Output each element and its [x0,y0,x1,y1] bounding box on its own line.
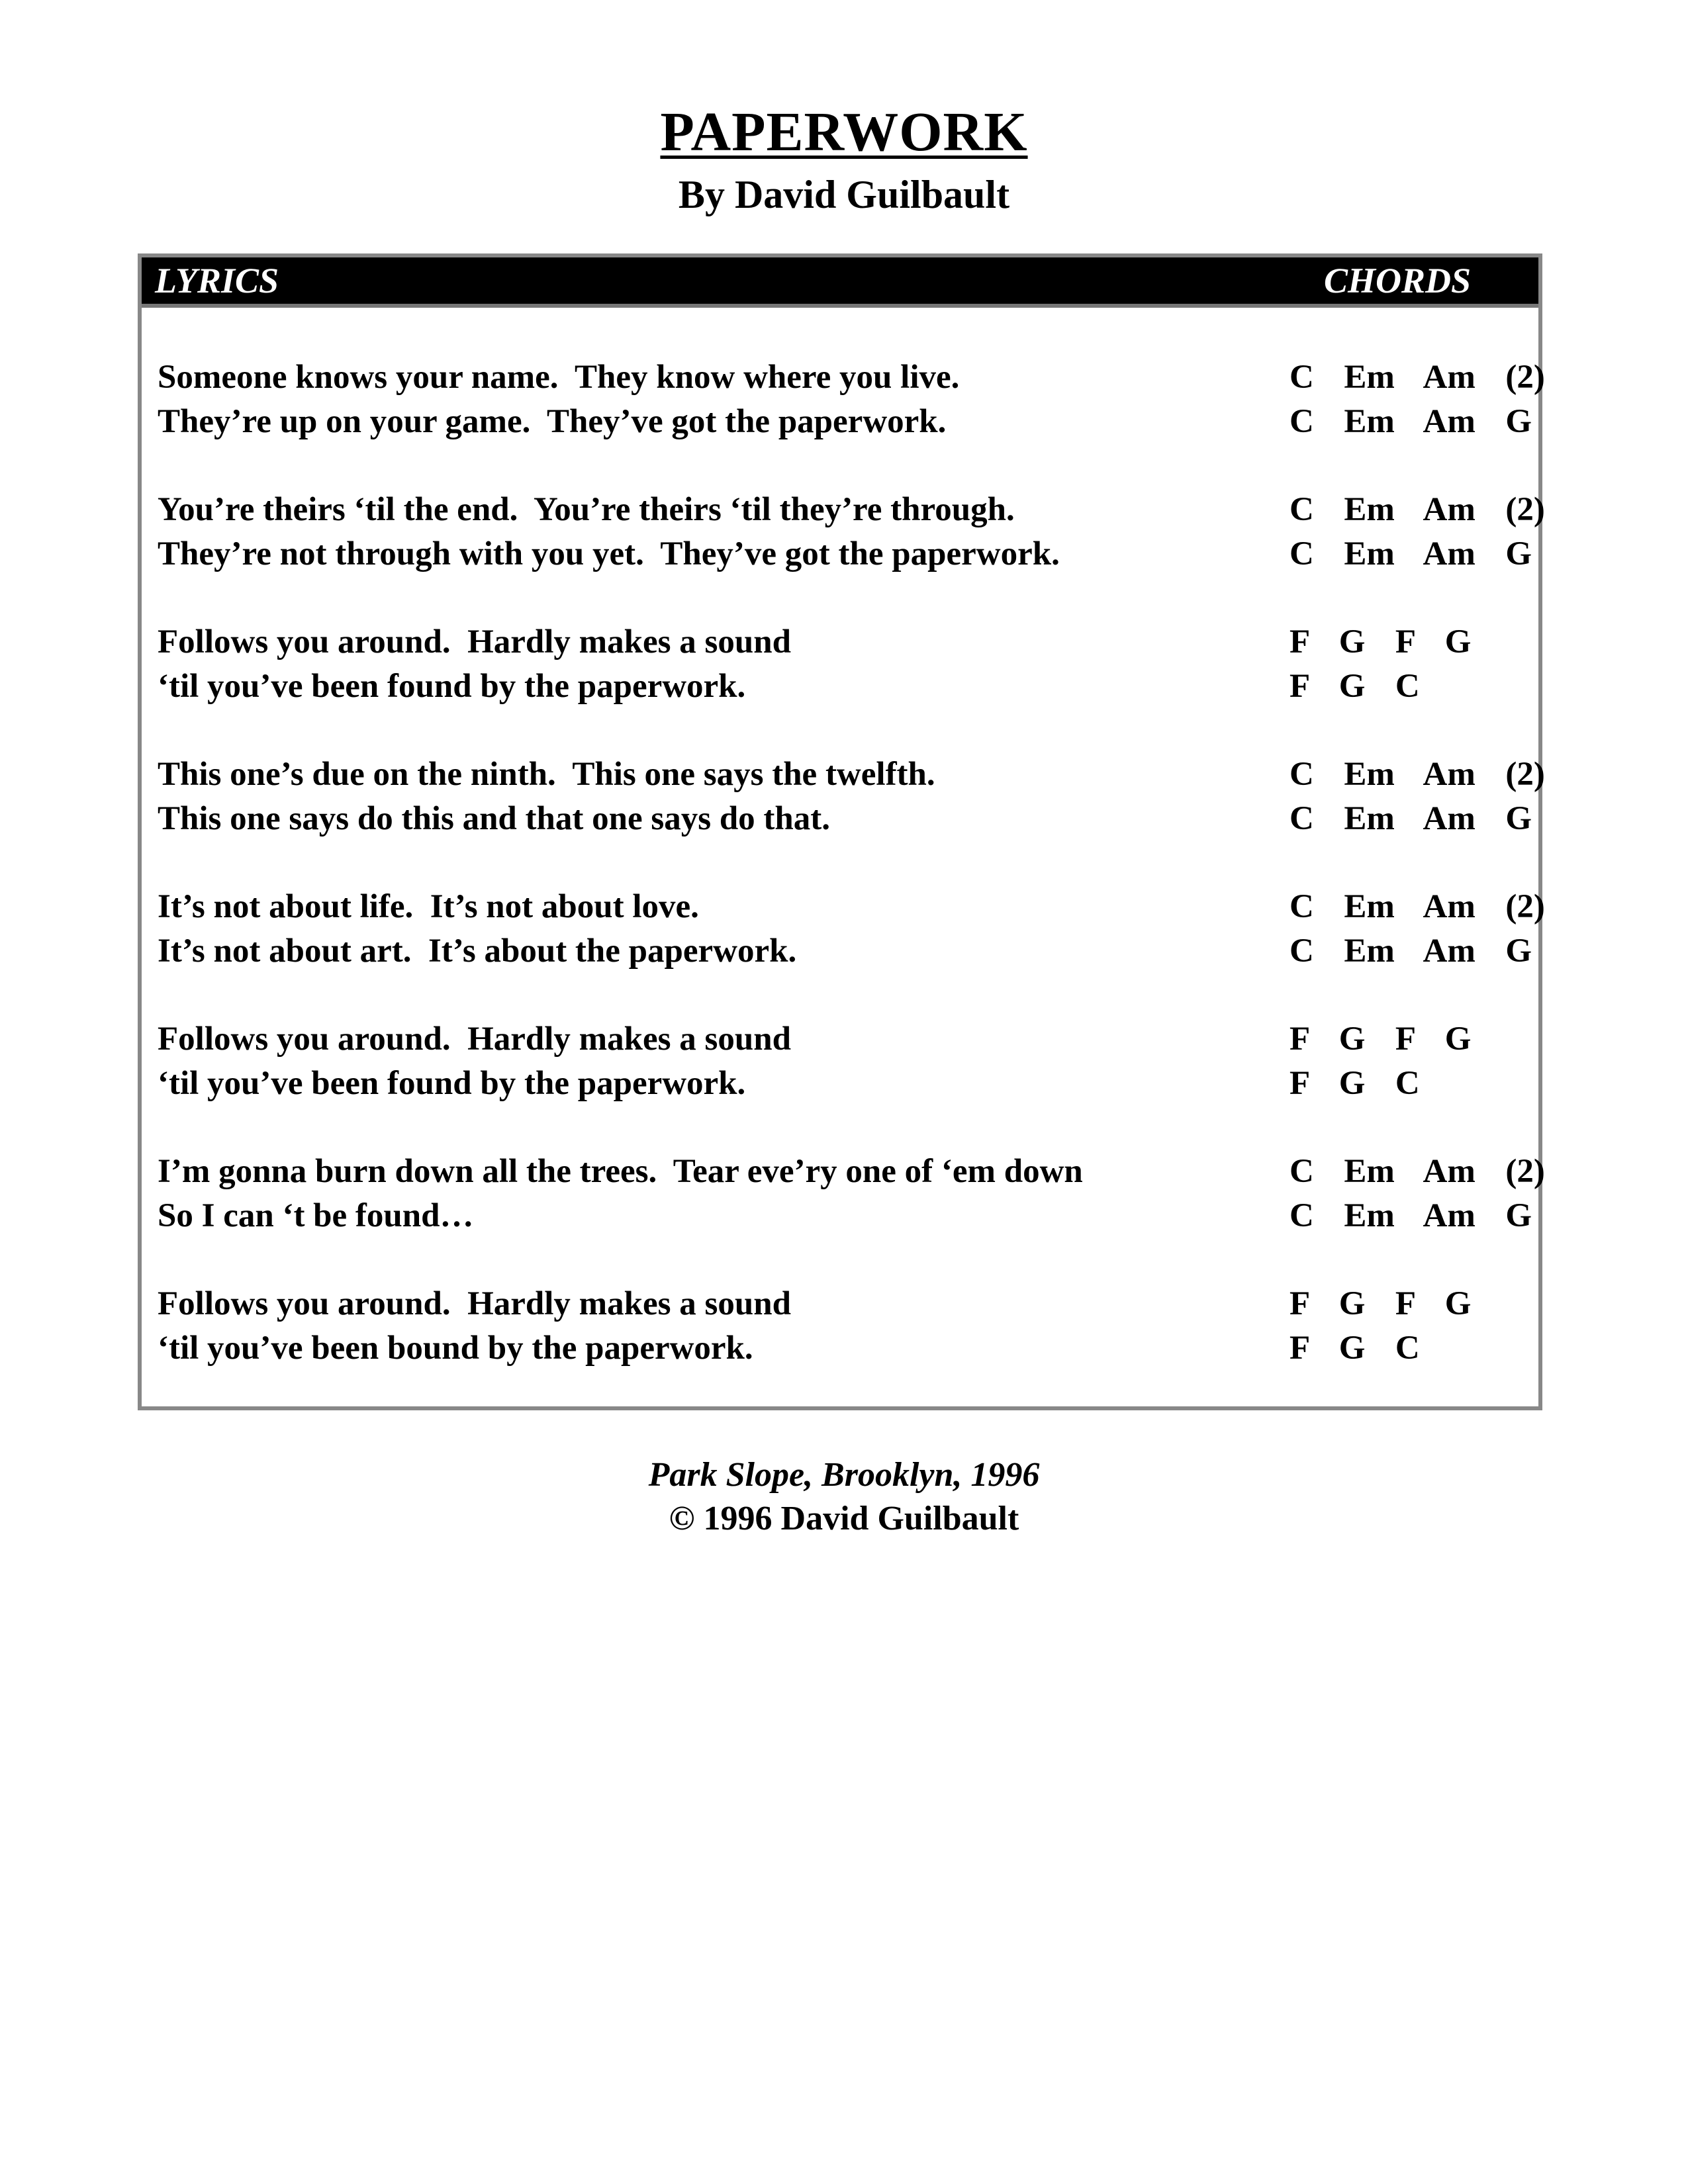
lyric-line: Follows you around. Hardly makes a sound [158,623,791,660]
song-title: PAPERWORK [660,101,1028,163]
lyric-line: Someone knows your name. They know where you live. [158,359,960,396]
stanza [158,885,1545,974]
lyric-row [158,929,1534,974]
lyric-line: So I can ‘t be found… [158,1197,474,1234]
lyric-line: ‘til you’ve been bound by the paperwork. [158,1330,753,1367]
lyric-line: This one says do this and that one says do that. [158,800,831,837]
lyric-line: They’re up on your game. They’ve got the paperwork. [158,403,947,440]
lyric-row [158,885,1545,929]
lyric-line: This one’s due on the ninth. This one says the twelfth. [158,756,935,793]
chord-line: F G C [1289,668,1420,705]
lyric-line: ‘til you’ve been found by the paperwork. [158,1065,746,1102]
lyric-row [158,1017,1534,1062]
chord-line: C Em Am (2) [1289,756,1545,793]
lyric-line: Follows you around. Hardly makes a sound [158,1285,791,1322]
lyric-line: It’s not about art. It’s about the paperwork. [158,933,797,970]
copyright-notice: © 1996 David Guilbault [669,1500,1019,1537]
chord-line: C Em Am G [1289,535,1532,572]
song-footer [0,1453,1688,1541]
stanza [158,752,1545,841]
lyric-row [158,752,1545,797]
chord-line: C Em Am G [1289,800,1532,837]
lyric-row [158,1326,1534,1371]
chord-line: C Em Am G [1289,933,1532,970]
lyrics-column-header: LYRICS [155,261,279,300]
stanza [158,488,1545,576]
chord-line: C Em Am (2) [1289,359,1545,396]
song-header [0,99,1688,221]
stanza [158,1282,1534,1371]
chord-line: F G F G [1289,1285,1472,1322]
lyric-row [158,1282,1534,1326]
lyric-line: You’re theirs ‘til the end. You’re theirs ‘til they’re through. [158,491,1015,528]
song-byline: By David Guilbault [678,173,1010,216]
chord-line: C Em Am (2) [1289,1153,1545,1190]
chord-line: C Em Am (2) [1289,491,1545,528]
stanza [158,1017,1534,1106]
chord-line: C Em Am (2) [1289,888,1545,925]
chord-line: C Em Am G [1289,1197,1532,1234]
lyric-line: Follows you around. Hardly makes a sound [158,1021,791,1058]
lyric-line: It’s not about life. It’s not about love. [158,888,699,925]
chord-line: F G F G [1289,623,1472,660]
lyrics-chords-table [138,253,1545,1410]
lyric-row [158,797,1534,841]
lyric-row [158,620,1534,664]
chord-line: F G F G [1289,1021,1472,1058]
lyric-line: I’m gonna burn down all the trees. Tear eve’ry one of ‘em down [158,1153,1083,1190]
lyric-row [158,664,1534,709]
lyric-row [158,488,1545,532]
stanza [158,355,1545,444]
chord-line: C Em Am G [1289,403,1532,440]
lyric-line: They’re not through with you yet. They’ve got the paperwork. [158,535,1060,572]
lyric-row [158,1062,1534,1106]
lyric-row [158,532,1534,576]
chords-column-header: CHORDS [1324,261,1472,300]
place-and-year: Park Slope, Brooklyn, 1996 [648,1456,1040,1494]
lyric-row [158,1194,1534,1238]
chord-line: F G C [1289,1330,1420,1367]
lyric-line: ‘til you’ve been found by the paperwork. [158,668,746,705]
stanza-list [158,355,1545,1414]
lyric-row [158,1150,1545,1194]
chord-line: F G C [1289,1065,1420,1102]
lyric-row [158,355,1545,400]
table-header-bar [142,257,1538,308]
stanza [158,620,1534,709]
lyric-row [158,400,1534,444]
stanza [158,1150,1545,1238]
